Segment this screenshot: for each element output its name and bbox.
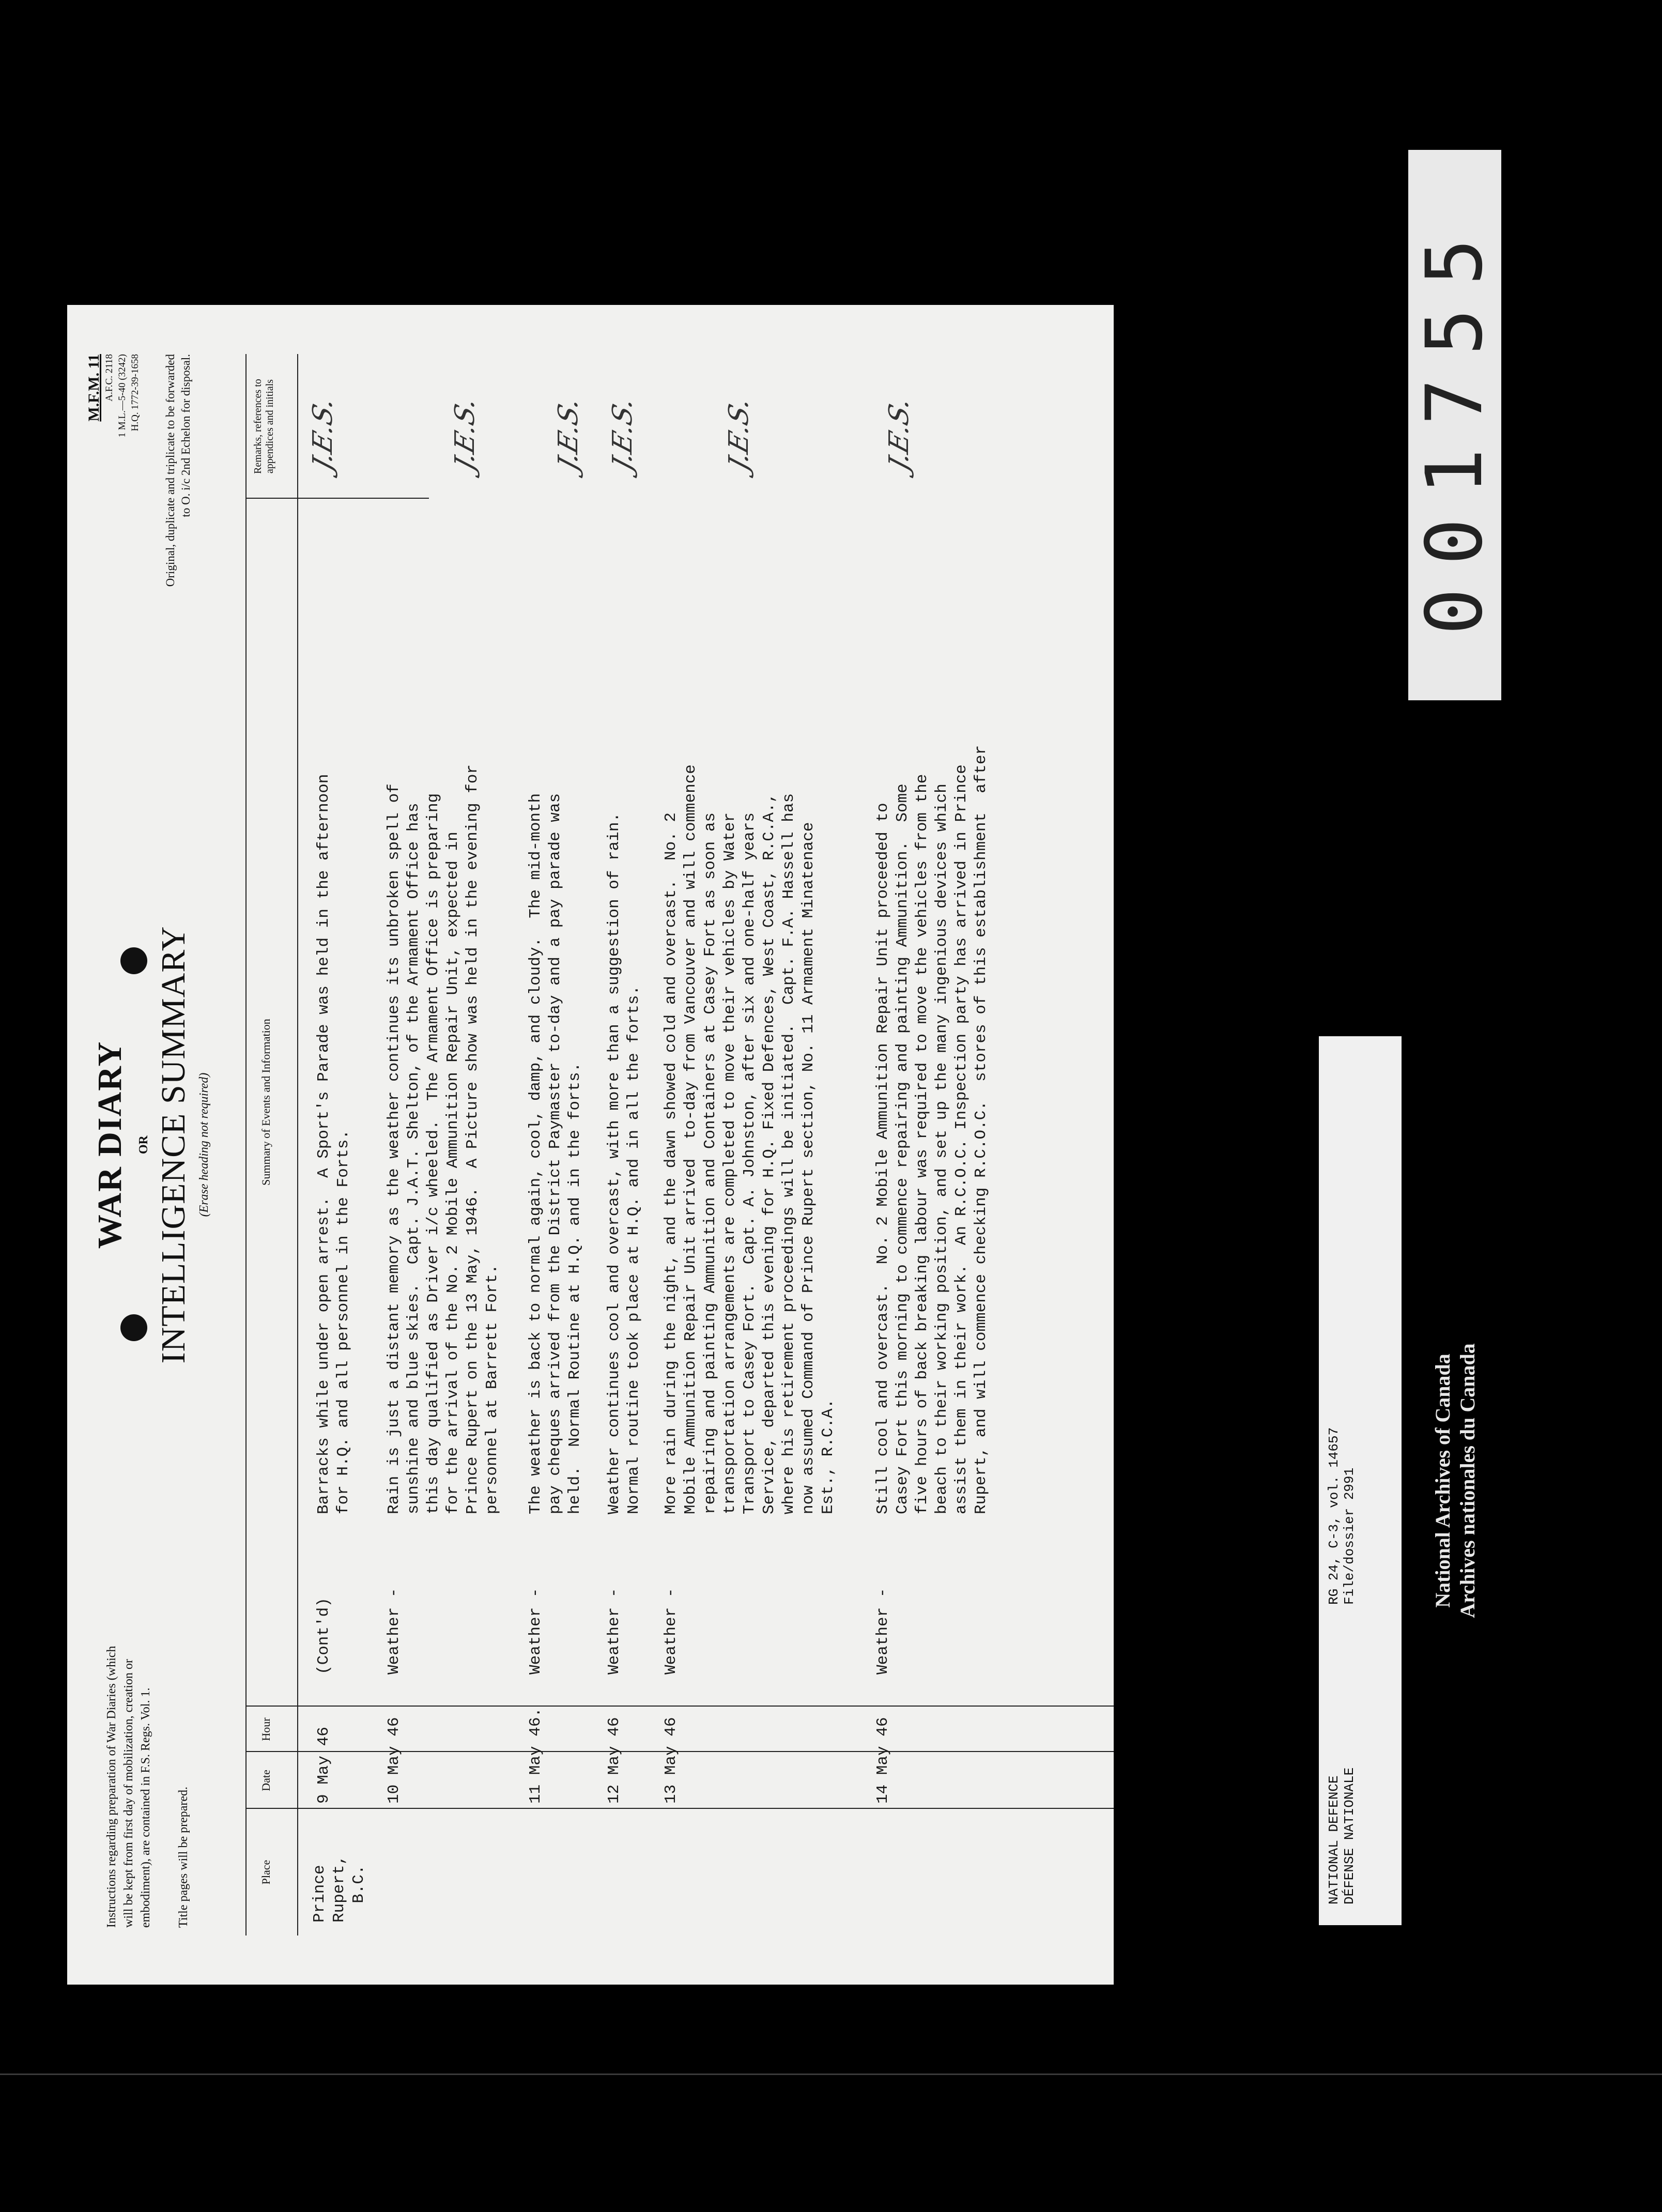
entry-label: Weather - — [527, 1588, 545, 1675]
entry-date: 11 May 46. — [527, 1707, 545, 1804]
stamp-line-1: NATIONAL DEFENCE — [1326, 1775, 1342, 1904]
title-subtitle: (Erase heading not required) — [197, 1072, 211, 1217]
entry-date: 12 May 46 — [605, 1717, 623, 1804]
frame-number-frame — [1408, 150, 1501, 700]
entry-label: Weather - — [605, 1588, 623, 1675]
archives-line-1: National Archives of Canada — [1431, 1354, 1454, 1608]
archives-label-frame — [1427, 1036, 1484, 1925]
table-top-rule — [245, 354, 247, 1936]
entry-text: Weather continues cool and overcast, with more than a suggestion of rain. Normal routine took place at H.Q. and in all the forts. — [605, 812, 643, 1514]
frame-number: 001755 — [1408, 150, 1501, 700]
initials-signature: J.E.S. — [450, 393, 481, 475]
stamp-line-2: DÉFENSE NATIONALE — [1342, 1767, 1357, 1904]
entry-text: Still cool and overcast. No. 2 Mobile Ammunition Repair Unit proceeded to Casey Fort this morning to commence repairing and painting Ammunition. Some five hours of back breaking labour was required to move the vehicles from the beach to their working position, and set up the many ingenious devices which assist them in their work. An R.C.O.C. Inspection party has arrived in Prince Rupert, and will commence checking R.C.O.C. stores of this establishment after — [874, 745, 990, 1514]
stamp-ref-2: File/dossier 2991 — [1342, 1467, 1357, 1605]
column-header-remarks: Remarks, references to appendices and initials — [252, 379, 275, 474]
entry-date: 10 May 46 — [385, 1717, 403, 1804]
entry-text: Barracks while under open arrest. A Sport's Parade was held in the afternoon for H.Q. and all personnel in the Forts. — [315, 774, 352, 1514]
title-or: OR — [137, 1135, 150, 1154]
form-ref-1: A.F.C. 2118 — [104, 354, 115, 402]
column-header-date: Date — [259, 1770, 272, 1791]
rule-place-date — [245, 1808, 1114, 1809]
initials-signature: J.E.S. — [307, 393, 338, 475]
stamp-ref-1: RG 24, C-3, vol. 14657 — [1326, 1427, 1342, 1605]
title-pages-note: Title pages will be prepared. — [177, 1786, 190, 1928]
entry-text: More rain during the night, and the dawn showed cold and overcast. No. 2 Mobile Ammunition Repair Unit arrived to-day from Vancouver and will commence repairing and painting Ammunition and Containers at Casey Fort as soon as transportation arrangements are completed to move their vehicles by Water Transport to Casey Fort. Capt. A. Johnston, after six and one-half years Service, departed this evening for H.Q. Fixed Defences, West Coast, R.C.A., where his retirement proceedings will be initiated. Capt. F.A. Hassell has now assumed Command of Prince Rupert section, No. 11 Armament Minatenace Est., R.C.A. — [662, 764, 837, 1514]
initials-signature: J.E.S. — [724, 393, 755, 475]
rule-hour-summary — [245, 1706, 1114, 1707]
original-note — [163, 354, 194, 757]
title-intelligence-summary: INTELLIGENCE SUMMARY — [155, 926, 192, 1364]
entry-text: Rain is just a distant memory as the weather continues its unbroken spell of sunshine and blue skies. Capt. J.A.T. Shelton, of the Armament Office has this day qualified as Driver i/c wheeled. The Armament Office is preparing for the arrival of the No. 2 Mobile Ammunition Repair Unit, expected in Prince Rupert on the 13 May, 1946. A Picture show was held in the evening for personnel at Barrett Fort. — [385, 764, 501, 1514]
place-value: Prince Rupert, B.C. — [311, 1855, 368, 1923]
column-header-place: Place — [259, 1860, 272, 1885]
initials-signature: J.E.S. — [553, 393, 584, 475]
form-number-block — [85, 354, 142, 509]
title-war-diary: WAR DIARY — [91, 1040, 129, 1249]
archives-label — [1427, 1036, 1487, 1925]
war-diary-page — [67, 305, 1114, 1985]
entry-label: Weather - — [874, 1588, 892, 1675]
column-header-hour: Hour — [259, 1717, 272, 1741]
entry-label: Weather - — [662, 1588, 680, 1675]
original-note-line-2: to O. i/c 2nd Echelon for disposal. — [179, 354, 192, 517]
entry-date: 13 May 46 — [662, 1717, 680, 1804]
original-note-line-1: Original, duplicate and triplicate to be forwarded — [164, 354, 177, 587]
scan-edge-line — [0, 2073, 1662, 2075]
rule-summary-remarks — [245, 498, 429, 499]
entry-date: 14 May 46 — [874, 1717, 892, 1804]
entry-label: (Cont'd) — [315, 1597, 333, 1675]
archives-line-2: Archives nationales du Canada — [1456, 1343, 1479, 1618]
stamp-department — [1326, 1768, 1357, 1904]
header-rule — [297, 354, 298, 1936]
form-ref-3: H.Q. 1772-39-1658 — [130, 354, 141, 432]
initials-signature: J.E.S. — [607, 393, 638, 475]
column-header-summary: Summary of Events and Information — [259, 1019, 272, 1186]
archive-stamp — [1319, 1036, 1402, 1925]
instructions-text: Instructions regarding preparation of War Diaries (which will be kept from first day of mobilization, creation or embodiment), are contained in F.S. Regs. Vol. 1. — [105, 1646, 152, 1928]
form-number: M.F.M. 11 — [85, 354, 102, 422]
war-diary-page-frame — [67, 305, 1114, 1985]
stamp-reference — [1326, 1427, 1357, 1605]
entry-text: The weather is back to normal again, cool, damp, and cloudy. The mid-month pay cheques arrived from the District Paymaster to-day and a pay parade was held. Normal Routine at H.Q. and in the forts. — [527, 793, 584, 1514]
form-ref-2: 1 M.L.—5-40 (3242) — [117, 354, 128, 438]
initials-signature: J.E.S. — [884, 393, 915, 475]
entry-date: 9 May 46 — [315, 1727, 333, 1804]
archive-stamp-frame — [1319, 1036, 1402, 1925]
entry-label: Weather - — [385, 1588, 403, 1675]
